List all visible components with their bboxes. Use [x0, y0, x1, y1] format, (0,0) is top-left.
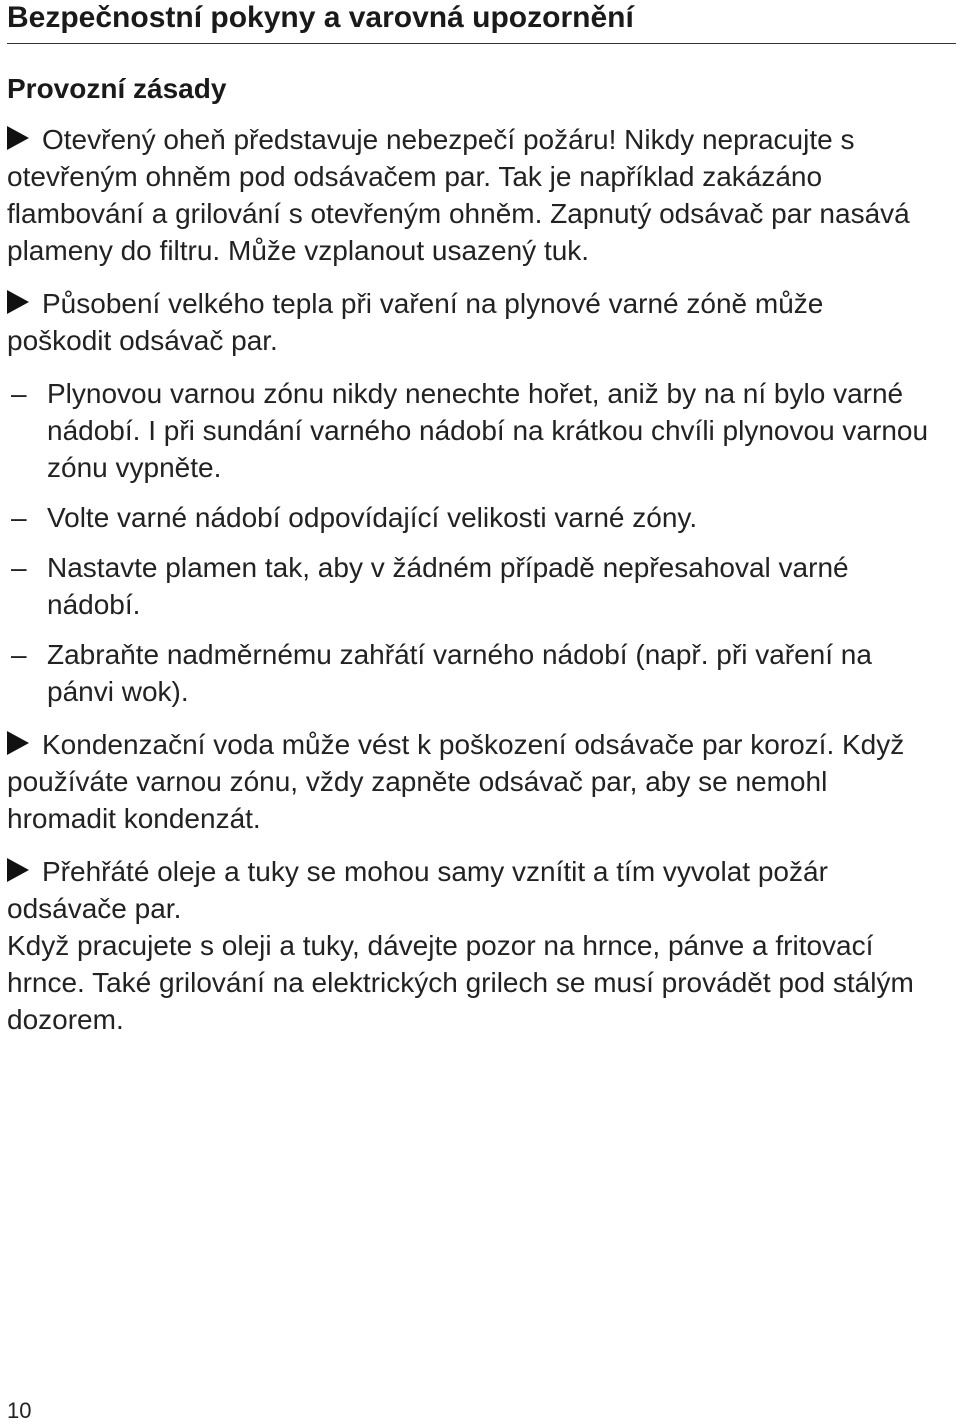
warning-text: Otevřený oheň představuje nebezpečí požáru! Nikdy nepracujte s otevřeným ohněm pod odsávačem par. Tak je například zakázáno flambování a grilování s otevřeným ohněm. Zapnutý odsávač par nasává plameny do filtru. Může vzplanout usazený tuk. [7, 124, 910, 266]
dash-list-item [7, 375, 932, 486]
warning-text: Působení velkého tepla při vaření na plynové varné zóně může poškodit odsávač par. [7, 288, 824, 356]
warning-item-gas-heat [7, 285, 932, 359]
dash-list-item [7, 549, 932, 623]
dash-marker: – [11, 639, 27, 670]
section-heading: Provozní zásady [7, 73, 227, 104]
dash-marker: – [11, 502, 27, 533]
dash-item-text: Nastavte plamen tak, aby v žádném případě nepřesahoval varné nádobí. [47, 552, 849, 620]
warning-item-condensation [7, 726, 932, 837]
triangle-bullet-icon [7, 858, 29, 882]
dash-item-text: Plynovou varnou zónu nikdy nenechte hořet, aniž by na ní bylo varné nádobí. I při sundání varného nádobí na krátkou chvíli plynovou varnou zónu vypněte. [47, 378, 929, 483]
dash-item-text: Volte varné nádobí odpovídající velikosti varné zóny. [47, 502, 698, 533]
title-divider [7, 43, 956, 44]
dash-list-item [7, 499, 932, 536]
warning-item-oil-fat-continued: Když pracujete s oleji a tuky, dávejte pozor na hrnce, pánve a fritovací hrnce. Také grilování na elektrických grilech se musí provádět pod stálým dozorem. [7, 930, 914, 1035]
dash-marker: – [11, 378, 27, 409]
warning-text: Kondenzační voda může vést k poškození odsávače par korozí. Když používáte varnou zónu, vždy zapněte odsávač par, aby se nemohl hromadit kondenzát. [7, 729, 905, 834]
dash-item-text: Zabraňte nadměrnému zahřátí varného nádobí (např. při vaření na pánvi wok). [47, 639, 872, 707]
warning-item-oil-fat [7, 853, 932, 927]
dash-list-item [7, 636, 932, 710]
triangle-bullet-icon [7, 126, 29, 150]
dash-marker: – [11, 552, 27, 583]
triangle-bullet-icon [7, 290, 29, 314]
safety-instructions [7, 121, 932, 1054]
page-title: Bezpečnostní pokyny a varovná upozornění [7, 1, 634, 34]
triangle-bullet-icon [7, 731, 29, 755]
page-number: 10 [7, 1398, 32, 1423]
warning-item-open-fire [7, 121, 932, 269]
warning-text: Přehřáté oleje a tuky se mohou samy vznítit a tím vyvolat požár odsávače par. [7, 856, 828, 924]
